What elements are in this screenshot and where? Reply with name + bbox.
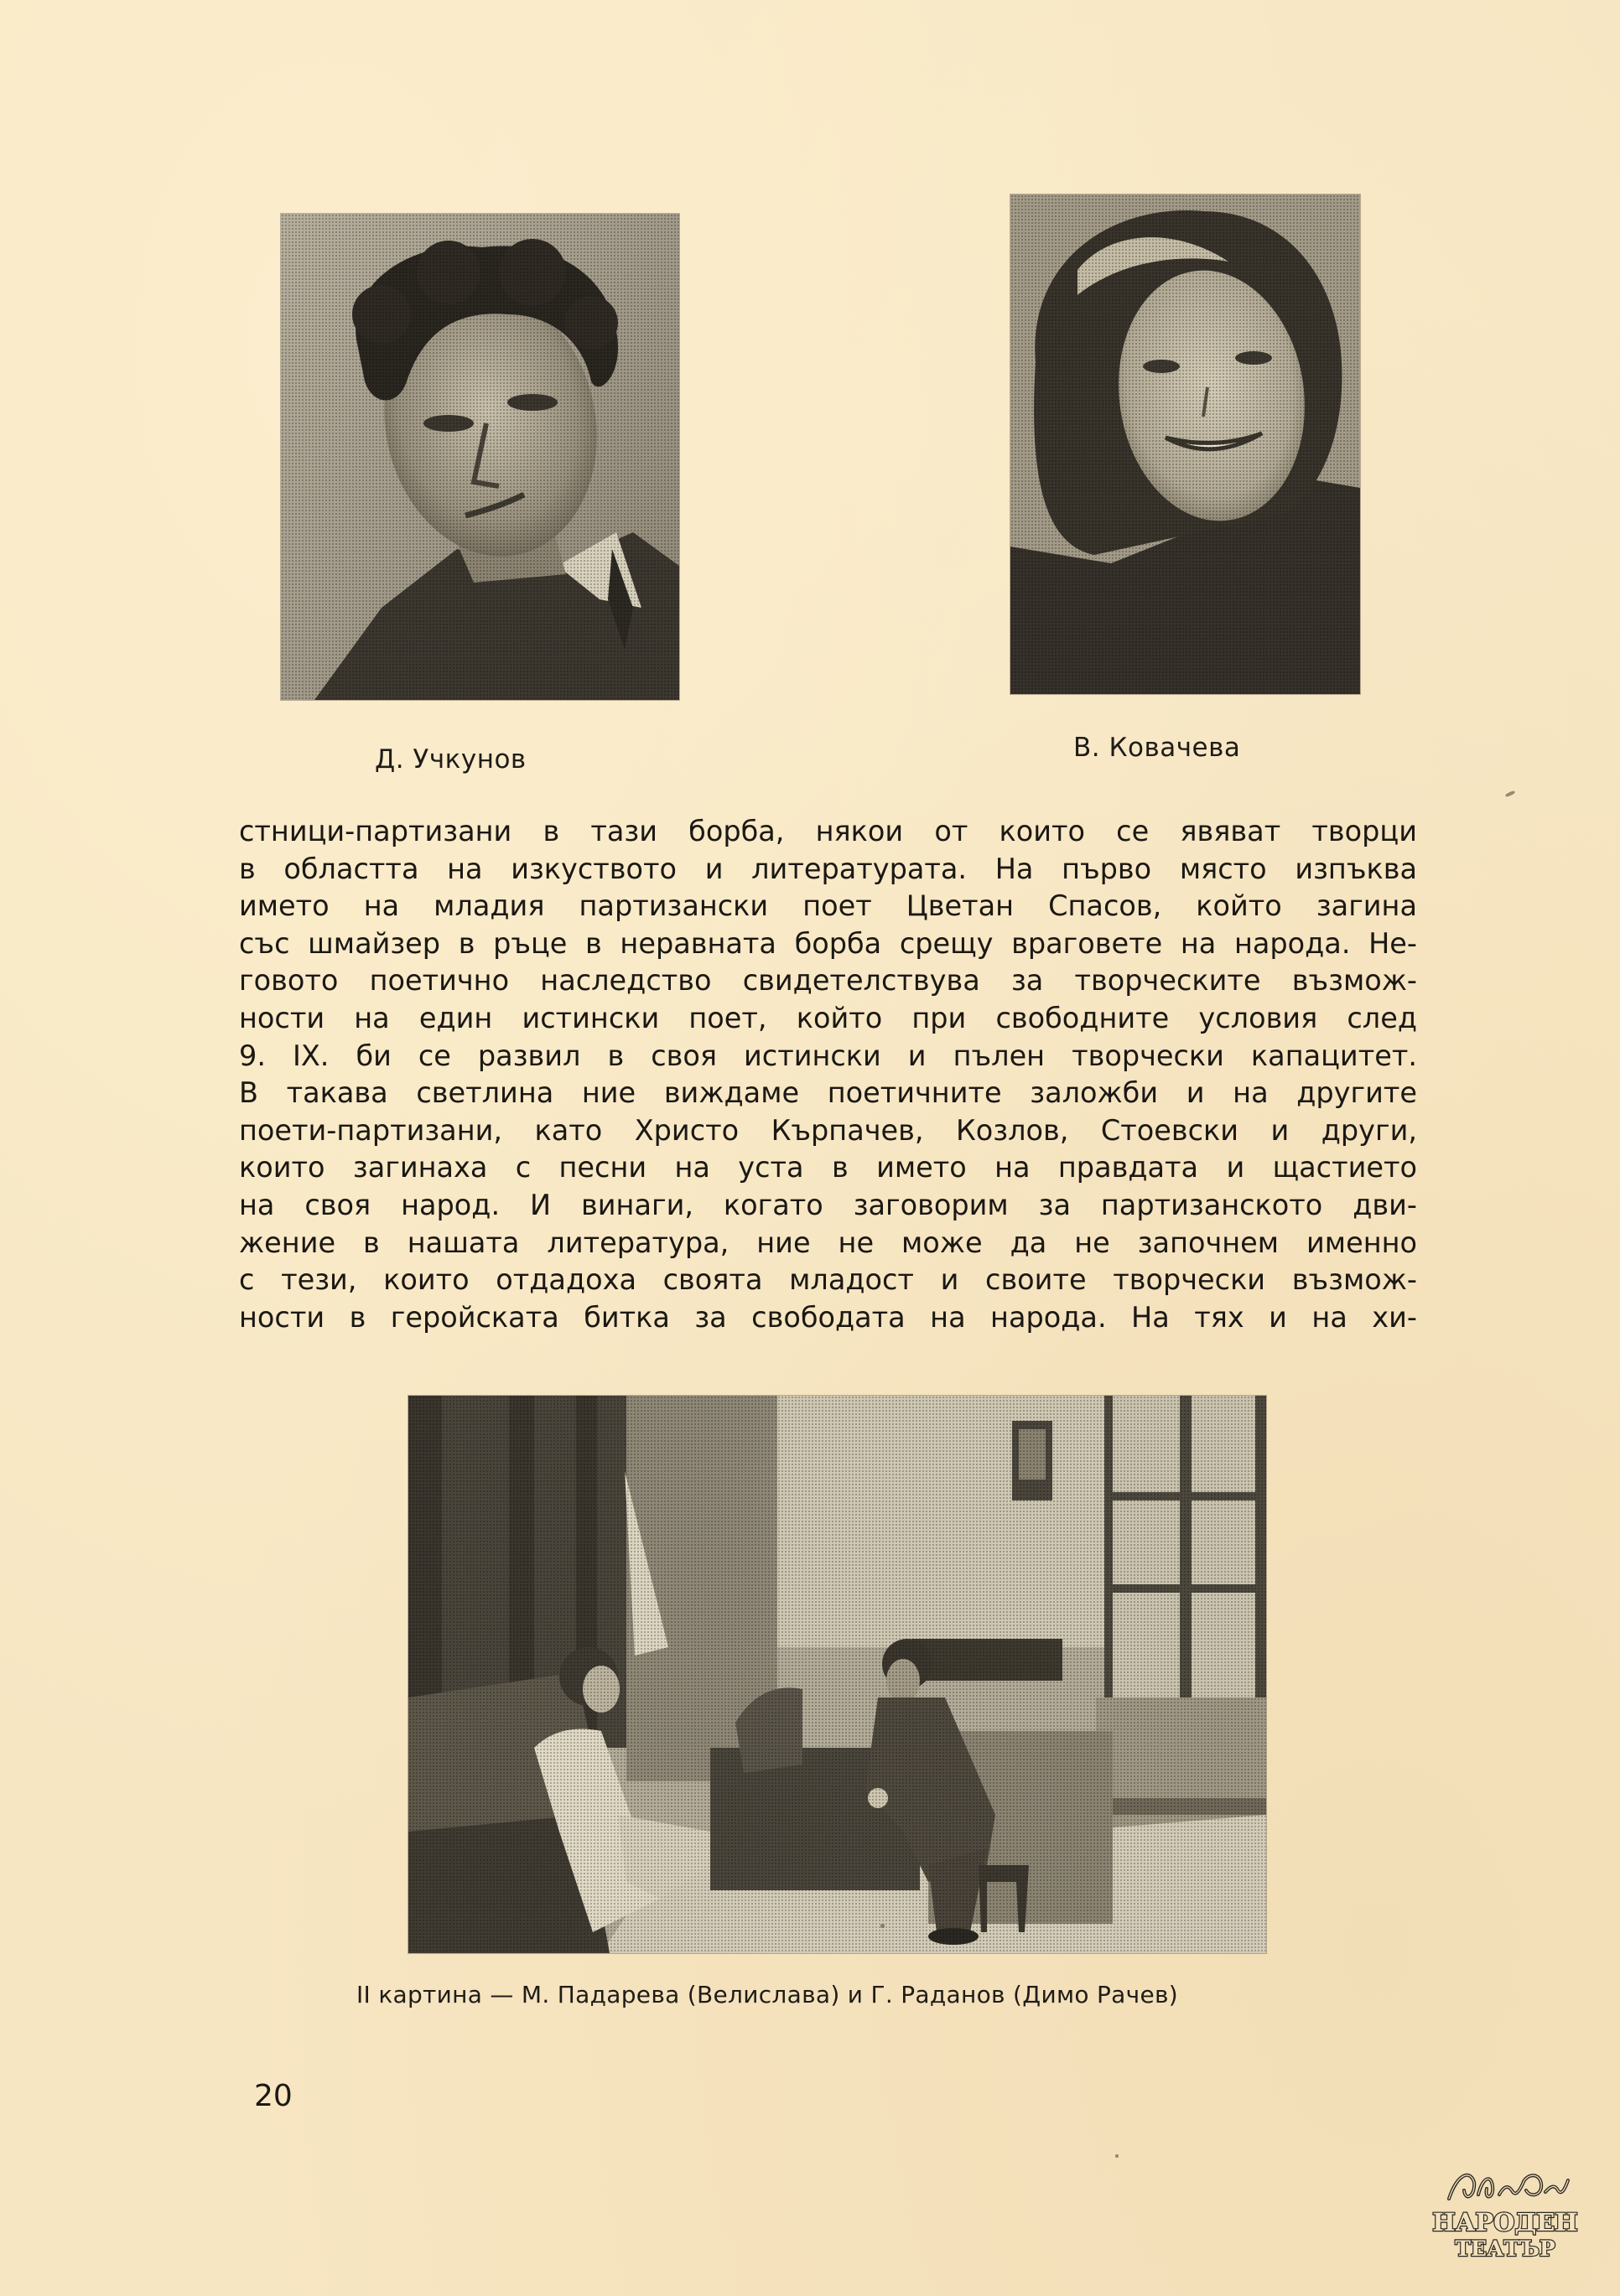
paper-speck bbox=[1115, 2154, 1119, 2158]
text-line: ности на един истински поет, който при свободните условия след bbox=[239, 1001, 1417, 1034]
logo-line1: НАРОДЕН bbox=[1432, 2208, 1578, 2236]
national-theatre-logo bbox=[1432, 2165, 1579, 2264]
logo-line2: ТЕАТЪР bbox=[1455, 2236, 1555, 2261]
portrait-photo-uchkunov bbox=[281, 214, 679, 700]
text-line: жение в нашата литература, ние не може да не започнем именно bbox=[239, 1226, 1417, 1259]
portrait-photo-kovacheva bbox=[1010, 194, 1360, 694]
text-line: говото поетично наследство свидетелствува за творческите възмож- bbox=[239, 964, 1417, 998]
text-line: с тези, които отдадоха своята младост и своите творчески възмож- bbox=[239, 1263, 1417, 1297]
text-line: поети-партизани, като Христо Кърпачев, Козлов, Стоевски и други, bbox=[239, 1113, 1417, 1147]
text-line: със шмайзер в ръце в неравната борба срещу враговете на народа. Не- bbox=[239, 926, 1417, 960]
text-line: в областта на изкуството и литературата. На първо място изпъква bbox=[239, 852, 1417, 885]
scene-caption: II картина — М. Падарева (Велислава) и Г. Раданов (Димо Рачев) bbox=[356, 1981, 1179, 2008]
text-line: 9. IX. би се развил в своя истински и пълен творчески капацитет. bbox=[239, 1039, 1417, 1072]
text-line: В такава светлина ние виждаме поетичните заложби и на другите bbox=[239, 1076, 1417, 1110]
page-number: 20 bbox=[254, 2079, 293, 2113]
text-line: името на младия партизански поет Цветан Спасов, който загина bbox=[239, 889, 1417, 923]
text-line: стници-партизани в тази борба, някои от които се явяват творци bbox=[239, 815, 1417, 847]
text-line: на своя народ. И винаги, когато заговорим за партизанското дви- bbox=[239, 1188, 1417, 1221]
text-line: които загинаха с песни на уста в името на правдата и щастието bbox=[239, 1151, 1417, 1184]
paper-speck bbox=[880, 1924, 885, 1928]
stage-scene-image bbox=[408, 1396, 1266, 1953]
article-body bbox=[239, 813, 1417, 1336]
text-line: ности в геройската битка за свободата на народа. На тях и на хи- bbox=[239, 1300, 1417, 1334]
scene-photo bbox=[408, 1396, 1266, 1953]
portrait-man-image bbox=[281, 214, 679, 700]
paper-speck bbox=[1505, 790, 1516, 798]
portrait-caption-kovacheva: В. Ковачева bbox=[1073, 733, 1241, 763]
portrait-caption-uchkunov: Д. Учкунов bbox=[375, 744, 527, 775]
theatre-logo-icon bbox=[1432, 2165, 1579, 2264]
portrait-woman-image bbox=[1010, 194, 1360, 694]
